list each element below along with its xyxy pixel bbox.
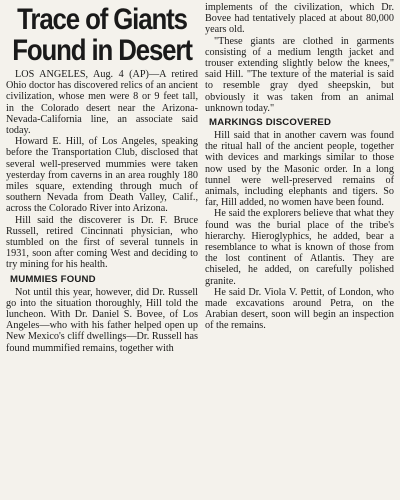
paragraph-pettit: He said Dr. Viola V. Pettit, of London, who made excavations around Petra, on the Arabian desert, soon will begin an inspection of the remains. [205, 286, 394, 332]
paragraph-discoverer: Hill said the discoverer is Dr. F. Bruce Russell, retired Cincinnati physician, who stumbled on the first of several tunnels in 1931, soon after coming West and deciding to try mining for his health. [6, 214, 198, 271]
subhead-markings-discovered: MARKINGS DISCOVERED [209, 117, 332, 129]
paragraph-implements: implements of the civilization, which Dr. Bovee had tentatively placed at about 80,000 years old. [205, 2, 394, 36]
right-column [205, 2, 394, 332]
right-body [205, 2, 394, 332]
subhead-mummies-found: MUMMIES FOUND [10, 273, 96, 285]
paragraph-dateline: LOS ANGELES, Aug. 4 (AP)—A retired Ohio doctor has discovered relics of an ancient civilization, whose men were 8 or 9 feet tall, in the Colorado desert near the Arizona-Nevada-California line, an associate said today. [6, 69, 198, 137]
headline-line-1: Trace of Giants [17, 3, 187, 36]
left-column [6, 0, 198, 354]
paragraph-not-until: Not until this year, however, did Dr. Russell go into the situation thoroughly, Hill told the luncheon. With Dr. Daniel S. Bovee, of Los Angeles—who with his father helped open up New Mexico's cliff dwellings—Dr. Russell has found mummified remains, together with [6, 286, 198, 354]
paragraph-ritual-hall: Hill said that in another cavern was found the ritual hall of the ancient people, together with devices and markings similar to those now used by the Masonic order. In a long tunnel were well-preserved remains of animals, including elephants and tigers. So far, Hill added, no women have been found. [205, 130, 394, 209]
paragraph-giants-clothed: "These giants are clothed in garments consisting of a medium length jacket and trouser extending slightly below the knees," said Hill. "The texture of the material is said to resemble gray dyed sheepskin, but obviously it was taken from an animal unknown today." [205, 35, 394, 114]
paragraph-burial-place: He said the explorers believe that what they found was the burial place of the tribe's hierarchy. Hieroglyphics, he added, bear a resemblance to what is known of those from the lost continent of Atlantis. They are chiseled, he added, on carefully polished granite. [205, 208, 394, 287]
headline-line-2: Found in Desert [12, 34, 192, 67]
paragraph-hill-speaking: Howard E. Hill, of Los Angeles, speaking before the Transportation Club, disclosed that several well-preserved mummies were taken yesterday from caverns in an area roughly 180 miles square, extending through much of southern Nevada from Death Valley, Calif., across the Colorado River into Arizona. [6, 136, 198, 215]
left-body [6, 69, 198, 354]
headline [6, 4, 199, 66]
